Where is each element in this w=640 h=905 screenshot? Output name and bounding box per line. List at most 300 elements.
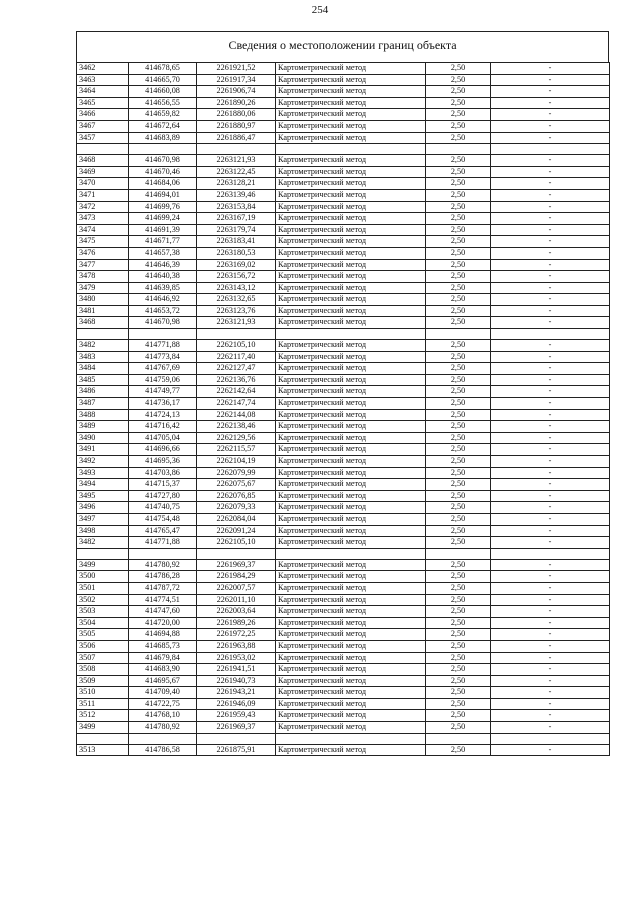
- description-cell: -: [491, 744, 610, 756]
- x-coordinate-cell: 414749,77: [129, 386, 197, 398]
- point-number-cell: 3473: [77, 213, 129, 225]
- table-row: [77, 340, 610, 352]
- table-row: [77, 213, 610, 225]
- point-number-cell: 3477: [77, 259, 129, 271]
- point-number-cell: 3488: [77, 409, 129, 421]
- method-cell: Картометрический метод: [276, 86, 426, 98]
- description-cell: -: [491, 687, 610, 699]
- table-row: [77, 537, 610, 549]
- accuracy-cell: 2,50: [426, 271, 491, 283]
- y-coordinate-cell: 2261880,06: [197, 109, 276, 121]
- group-separator-row: [77, 329, 610, 340]
- description-cell: -: [491, 456, 610, 468]
- table-row: [77, 282, 610, 294]
- table-row: [77, 247, 610, 259]
- x-coordinate-cell: 414768,10: [129, 710, 197, 722]
- accuracy-cell: 2,50: [426, 409, 491, 421]
- y-coordinate-cell: 2263167,19: [197, 213, 276, 225]
- accuracy-cell: 2,50: [426, 398, 491, 410]
- description-cell: -: [491, 189, 610, 201]
- empty-cell: [276, 548, 426, 559]
- document-title: Сведения о местоположении границ объекта: [228, 38, 457, 52]
- method-cell: Картометрический метод: [276, 386, 426, 398]
- description-cell: -: [491, 74, 610, 86]
- table-row: [77, 351, 610, 363]
- y-coordinate-cell: 2262007,57: [197, 582, 276, 594]
- accuracy-cell: 2,50: [426, 236, 491, 248]
- x-coordinate-cell: 414653,72: [129, 305, 197, 317]
- method-cell: Картометрический метод: [276, 594, 426, 606]
- table-row: [77, 490, 610, 502]
- y-coordinate-cell: 2262091,24: [197, 525, 276, 537]
- table-row: [77, 652, 610, 664]
- x-coordinate-cell: 414780,92: [129, 559, 197, 571]
- point-number-cell: 3479: [77, 282, 129, 294]
- group-separator-row: [77, 733, 610, 744]
- x-coordinate-cell: 414684,06: [129, 178, 197, 190]
- x-coordinate-cell: 414780,92: [129, 722, 197, 734]
- description-cell: -: [491, 537, 610, 549]
- accuracy-cell: 2,50: [426, 120, 491, 132]
- method-cell: Картометрический метод: [276, 525, 426, 537]
- description-cell: -: [491, 317, 610, 329]
- description-cell: -: [491, 259, 610, 271]
- method-cell: Картометрический метод: [276, 109, 426, 121]
- accuracy-cell: 2,50: [426, 213, 491, 225]
- y-coordinate-cell: 2261890,26: [197, 97, 276, 109]
- table-row: [77, 166, 610, 178]
- description-cell: -: [491, 606, 610, 618]
- point-number-cell: 3476: [77, 247, 129, 259]
- y-coordinate-cell: 2261963,88: [197, 640, 276, 652]
- description-cell: -: [491, 166, 610, 178]
- y-coordinate-cell: 2261953,02: [197, 652, 276, 664]
- x-coordinate-cell: 414672,64: [129, 120, 197, 132]
- point-number-cell: 3501: [77, 582, 129, 594]
- accuracy-cell: 2,50: [426, 467, 491, 479]
- table-row: [77, 224, 610, 236]
- point-number-cell: 3500: [77, 571, 129, 583]
- method-cell: Картометрический метод: [276, 63, 426, 75]
- method-cell: Картометрический метод: [276, 224, 426, 236]
- accuracy-cell: 2,50: [426, 502, 491, 514]
- point-number-cell: 3472: [77, 201, 129, 213]
- description-cell: -: [491, 582, 610, 594]
- y-coordinate-cell: 2262136,76: [197, 374, 276, 386]
- table-row: [77, 525, 610, 537]
- x-coordinate-cell: 414754,48: [129, 513, 197, 525]
- accuracy-cell: 2,50: [426, 490, 491, 502]
- x-coordinate-cell: 414665,70: [129, 74, 197, 86]
- x-coordinate-cell: 414722,75: [129, 698, 197, 710]
- x-coordinate-cell: 414640,38: [129, 271, 197, 283]
- method-cell: Картометрический метод: [276, 490, 426, 502]
- empty-cell: [426, 733, 491, 744]
- point-number-cell: 3505: [77, 629, 129, 641]
- description-cell: -: [491, 305, 610, 317]
- x-coordinate-cell: 414695,36: [129, 456, 197, 468]
- empty-cell: [197, 329, 276, 340]
- empty-cell: [491, 329, 610, 340]
- x-coordinate-cell: 414727,80: [129, 490, 197, 502]
- accuracy-cell: 2,50: [426, 305, 491, 317]
- empty-cell: [197, 144, 276, 155]
- point-number-cell: 3513: [77, 744, 129, 756]
- description-cell: -: [491, 224, 610, 236]
- accuracy-cell: 2,50: [426, 664, 491, 676]
- method-cell: Картометрический метод: [276, 710, 426, 722]
- point-number-cell: 3510: [77, 687, 129, 699]
- x-coordinate-cell: 414703,86: [129, 467, 197, 479]
- description-cell: -: [491, 247, 610, 259]
- accuracy-cell: 2,50: [426, 594, 491, 606]
- table-row: [77, 317, 610, 329]
- accuracy-cell: 2,50: [426, 744, 491, 756]
- empty-cell: [77, 329, 129, 340]
- x-coordinate-cell: 414771,88: [129, 340, 197, 352]
- accuracy-cell: 2,50: [426, 559, 491, 571]
- y-coordinate-cell: 2262105,10: [197, 340, 276, 352]
- x-coordinate-cell: 414646,92: [129, 294, 197, 306]
- x-coordinate-cell: 414660,08: [129, 86, 197, 98]
- x-coordinate-cell: 414696,66: [129, 444, 197, 456]
- table-row: [77, 606, 610, 618]
- table-row: [77, 155, 610, 167]
- method-cell: Картометрический метод: [276, 166, 426, 178]
- empty-cell: [491, 548, 610, 559]
- y-coordinate-cell: 2261917,34: [197, 74, 276, 86]
- y-coordinate-cell: 2261972,25: [197, 629, 276, 641]
- point-number-cell: 3492: [77, 456, 129, 468]
- accuracy-cell: 2,50: [426, 606, 491, 618]
- method-cell: Картометрический метод: [276, 722, 426, 734]
- y-coordinate-cell: 2261875,91: [197, 744, 276, 756]
- table-row: [77, 687, 610, 699]
- point-number-cell: 3457: [77, 132, 129, 144]
- description-cell: -: [491, 571, 610, 583]
- point-number-cell: 3507: [77, 652, 129, 664]
- accuracy-cell: 2,50: [426, 629, 491, 641]
- accuracy-cell: 2,50: [426, 259, 491, 271]
- description-cell: -: [491, 409, 610, 421]
- y-coordinate-cell: 2262138,46: [197, 421, 276, 433]
- accuracy-cell: 2,50: [426, 652, 491, 664]
- table-row: [77, 363, 610, 375]
- point-number-cell: 3494: [77, 479, 129, 491]
- y-coordinate-cell: 2263180,53: [197, 247, 276, 259]
- method-cell: Картометрический метод: [276, 640, 426, 652]
- point-number-cell: 3486: [77, 386, 129, 398]
- description-cell: -: [491, 640, 610, 652]
- method-cell: Картометрический метод: [276, 444, 426, 456]
- point-number-cell: 3482: [77, 340, 129, 352]
- table-row: [77, 271, 610, 283]
- y-coordinate-cell: 2261969,37: [197, 722, 276, 734]
- method-cell: Картометрический метод: [276, 513, 426, 525]
- x-coordinate-cell: 414639,85: [129, 282, 197, 294]
- method-cell: Картометрический метод: [276, 74, 426, 86]
- table-row: [77, 305, 610, 317]
- x-coordinate-cell: 414715,37: [129, 479, 197, 491]
- description-cell: -: [491, 432, 610, 444]
- method-cell: Картометрический метод: [276, 456, 426, 468]
- y-coordinate-cell: 2263183,41: [197, 236, 276, 248]
- group-separator-row: [77, 144, 610, 155]
- method-cell: Картометрический метод: [276, 213, 426, 225]
- method-cell: Картометрический метод: [276, 617, 426, 629]
- y-coordinate-cell: 2262011,10: [197, 594, 276, 606]
- table-row: [77, 201, 610, 213]
- point-number-cell: 3471: [77, 189, 129, 201]
- y-coordinate-cell: 2261946,09: [197, 698, 276, 710]
- table-row: [77, 467, 610, 479]
- x-coordinate-cell: 414678,65: [129, 63, 197, 75]
- description-cell: -: [491, 97, 610, 109]
- accuracy-cell: 2,50: [426, 97, 491, 109]
- method-cell: Картометрический метод: [276, 582, 426, 594]
- point-number-cell: 3493: [77, 467, 129, 479]
- y-coordinate-cell: 2263153,84: [197, 201, 276, 213]
- description-cell: -: [491, 652, 610, 664]
- table-row: [77, 513, 610, 525]
- method-cell: Картометрический метод: [276, 351, 426, 363]
- y-coordinate-cell: 2261906,74: [197, 86, 276, 98]
- point-number-cell: 3475: [77, 236, 129, 248]
- accuracy-cell: 2,50: [426, 178, 491, 190]
- table-row: [77, 189, 610, 201]
- x-coordinate-cell: 414699,76: [129, 201, 197, 213]
- x-coordinate-cell: 414774,51: [129, 594, 197, 606]
- description-cell: -: [491, 155, 610, 167]
- method-cell: Картометрический метод: [276, 374, 426, 386]
- method-cell: Картометрический метод: [276, 271, 426, 283]
- x-coordinate-cell: 414740,75: [129, 502, 197, 514]
- table-row: [77, 675, 610, 687]
- description-cell: -: [491, 374, 610, 386]
- point-number-cell: 3498: [77, 525, 129, 537]
- x-coordinate-cell: 414671,77: [129, 236, 197, 248]
- y-coordinate-cell: 2261989,26: [197, 617, 276, 629]
- table-row: [77, 374, 610, 386]
- table-row: [77, 571, 610, 583]
- point-number-cell: 3499: [77, 559, 129, 571]
- x-coordinate-cell: 414683,89: [129, 132, 197, 144]
- x-coordinate-cell: 414685,73: [129, 640, 197, 652]
- empty-cell: [129, 144, 197, 155]
- accuracy-cell: 2,50: [426, 86, 491, 98]
- accuracy-cell: 2,50: [426, 224, 491, 236]
- table-row: [77, 640, 610, 652]
- method-cell: Картометрический метод: [276, 305, 426, 317]
- method-cell: Картометрический метод: [276, 698, 426, 710]
- point-number-cell: 3462: [77, 63, 129, 75]
- method-cell: Картометрический метод: [276, 120, 426, 132]
- accuracy-cell: 2,50: [426, 722, 491, 734]
- accuracy-cell: 2,50: [426, 247, 491, 259]
- empty-cell: [77, 548, 129, 559]
- description-cell: -: [491, 109, 610, 121]
- point-number-cell: 3497: [77, 513, 129, 525]
- point-number-cell: 3512: [77, 710, 129, 722]
- description-cell: -: [491, 351, 610, 363]
- accuracy-cell: 2,50: [426, 340, 491, 352]
- table-row: [77, 398, 610, 410]
- x-coordinate-cell: 414699,24: [129, 213, 197, 225]
- table-row: [77, 617, 610, 629]
- empty-cell: [129, 329, 197, 340]
- y-coordinate-cell: 2261880,97: [197, 120, 276, 132]
- x-coordinate-cell: 414646,39: [129, 259, 197, 271]
- accuracy-cell: 2,50: [426, 282, 491, 294]
- x-coordinate-cell: 414716,42: [129, 421, 197, 433]
- description-cell: -: [491, 664, 610, 676]
- table-row: [77, 236, 610, 248]
- description-cell: -: [491, 698, 610, 710]
- description-cell: -: [491, 594, 610, 606]
- empty-cell: [426, 144, 491, 155]
- y-coordinate-cell: 2261959,43: [197, 710, 276, 722]
- accuracy-cell: 2,50: [426, 582, 491, 594]
- method-cell: Картометрический метод: [276, 247, 426, 259]
- point-number-cell: 3480: [77, 294, 129, 306]
- y-coordinate-cell: 2262117,40: [197, 351, 276, 363]
- y-coordinate-cell: 2262142,64: [197, 386, 276, 398]
- y-coordinate-cell: 2262079,33: [197, 502, 276, 514]
- empty-cell: [276, 329, 426, 340]
- x-coordinate-cell: 414683,90: [129, 664, 197, 676]
- empty-cell: [426, 329, 491, 340]
- accuracy-cell: 2,50: [426, 698, 491, 710]
- accuracy-cell: 2,50: [426, 444, 491, 456]
- accuracy-cell: 2,50: [426, 351, 491, 363]
- accuracy-cell: 2,50: [426, 74, 491, 86]
- table-row: [77, 698, 610, 710]
- table-row: [77, 444, 610, 456]
- table-row: [77, 710, 610, 722]
- table-row: [77, 86, 610, 98]
- table-row: [77, 479, 610, 491]
- y-coordinate-cell: 2263128,21: [197, 178, 276, 190]
- x-coordinate-cell: 414657,38: [129, 247, 197, 259]
- empty-cell: [129, 548, 197, 559]
- x-coordinate-cell: 414679,84: [129, 652, 197, 664]
- table-row: [77, 109, 610, 121]
- accuracy-cell: 2,50: [426, 294, 491, 306]
- point-number-cell: 3468: [77, 155, 129, 167]
- y-coordinate-cell: 2261984,29: [197, 571, 276, 583]
- table-row: [77, 432, 610, 444]
- y-coordinate-cell: 2261969,37: [197, 559, 276, 571]
- x-coordinate-cell: 414747,60: [129, 606, 197, 618]
- empty-cell: [77, 733, 129, 744]
- table-row: [77, 722, 610, 734]
- table-row: [77, 559, 610, 571]
- method-cell: Картометрический метод: [276, 259, 426, 271]
- empty-cell: [129, 733, 197, 744]
- table-row: [77, 629, 610, 641]
- description-cell: -: [491, 63, 610, 75]
- description-cell: -: [491, 271, 610, 283]
- y-coordinate-cell: 2262003,64: [197, 606, 276, 618]
- table-row: [77, 259, 610, 271]
- description-cell: -: [491, 86, 610, 98]
- point-number-cell: 3508: [77, 664, 129, 676]
- description-cell: -: [491, 467, 610, 479]
- x-coordinate-cell: 414670,46: [129, 166, 197, 178]
- description-cell: -: [491, 502, 610, 514]
- point-number-cell: 3491: [77, 444, 129, 456]
- method-cell: Картометрический метод: [276, 537, 426, 549]
- y-coordinate-cell: 2262144,08: [197, 409, 276, 421]
- method-cell: Картометрический метод: [276, 432, 426, 444]
- method-cell: Картометрический метод: [276, 363, 426, 375]
- y-coordinate-cell: 2263132,65: [197, 294, 276, 306]
- table-row: [77, 97, 610, 109]
- y-coordinate-cell: 2262129,56: [197, 432, 276, 444]
- y-coordinate-cell: 2261886,47: [197, 132, 276, 144]
- accuracy-cell: 2,50: [426, 374, 491, 386]
- table-row: [77, 502, 610, 514]
- y-coordinate-cell: 2263121,93: [197, 155, 276, 167]
- empty-cell: [77, 144, 129, 155]
- description-cell: -: [491, 398, 610, 410]
- description-cell: -: [491, 294, 610, 306]
- empty-cell: [426, 548, 491, 559]
- point-number-cell: 3467: [77, 120, 129, 132]
- method-cell: Картометрический метод: [276, 479, 426, 491]
- y-coordinate-cell: 2262075,67: [197, 479, 276, 491]
- accuracy-cell: 2,50: [426, 687, 491, 699]
- point-number-cell: 3506: [77, 640, 129, 652]
- description-cell: -: [491, 421, 610, 433]
- y-coordinate-cell: 2262105,10: [197, 537, 276, 549]
- point-number-cell: 3464: [77, 86, 129, 98]
- group-separator-row: [77, 548, 610, 559]
- y-coordinate-cell: 2263143,12: [197, 282, 276, 294]
- table-row: [77, 132, 610, 144]
- boundary-coordinates-table: [76, 62, 610, 756]
- y-coordinate-cell: 2262115,57: [197, 444, 276, 456]
- accuracy-cell: 2,50: [426, 479, 491, 491]
- empty-cell: [197, 548, 276, 559]
- table-row: [77, 582, 610, 594]
- x-coordinate-cell: 414670,98: [129, 317, 197, 329]
- description-cell: -: [491, 675, 610, 687]
- x-coordinate-cell: 414786,58: [129, 744, 197, 756]
- x-coordinate-cell: 414694,88: [129, 629, 197, 641]
- method-cell: Картометрический метод: [276, 629, 426, 641]
- table-row: [77, 456, 610, 468]
- point-number-cell: 3511: [77, 698, 129, 710]
- method-cell: Картометрический метод: [276, 652, 426, 664]
- x-coordinate-cell: 414705,04: [129, 432, 197, 444]
- x-coordinate-cell: 414771,88: [129, 537, 197, 549]
- table-row: [77, 594, 610, 606]
- point-number-cell: 3503: [77, 606, 129, 618]
- x-coordinate-cell: 414694,01: [129, 189, 197, 201]
- method-cell: Картометрический метод: [276, 317, 426, 329]
- accuracy-cell: 2,50: [426, 456, 491, 468]
- point-number-cell: 3465: [77, 97, 129, 109]
- y-coordinate-cell: 2263179,74: [197, 224, 276, 236]
- y-coordinate-cell: 2263156,72: [197, 271, 276, 283]
- accuracy-cell: 2,50: [426, 189, 491, 201]
- accuracy-cell: 2,50: [426, 166, 491, 178]
- y-coordinate-cell: 2262147,74: [197, 398, 276, 410]
- accuracy-cell: 2,50: [426, 363, 491, 375]
- x-coordinate-cell: 414759,06: [129, 374, 197, 386]
- method-cell: Картометрический метод: [276, 282, 426, 294]
